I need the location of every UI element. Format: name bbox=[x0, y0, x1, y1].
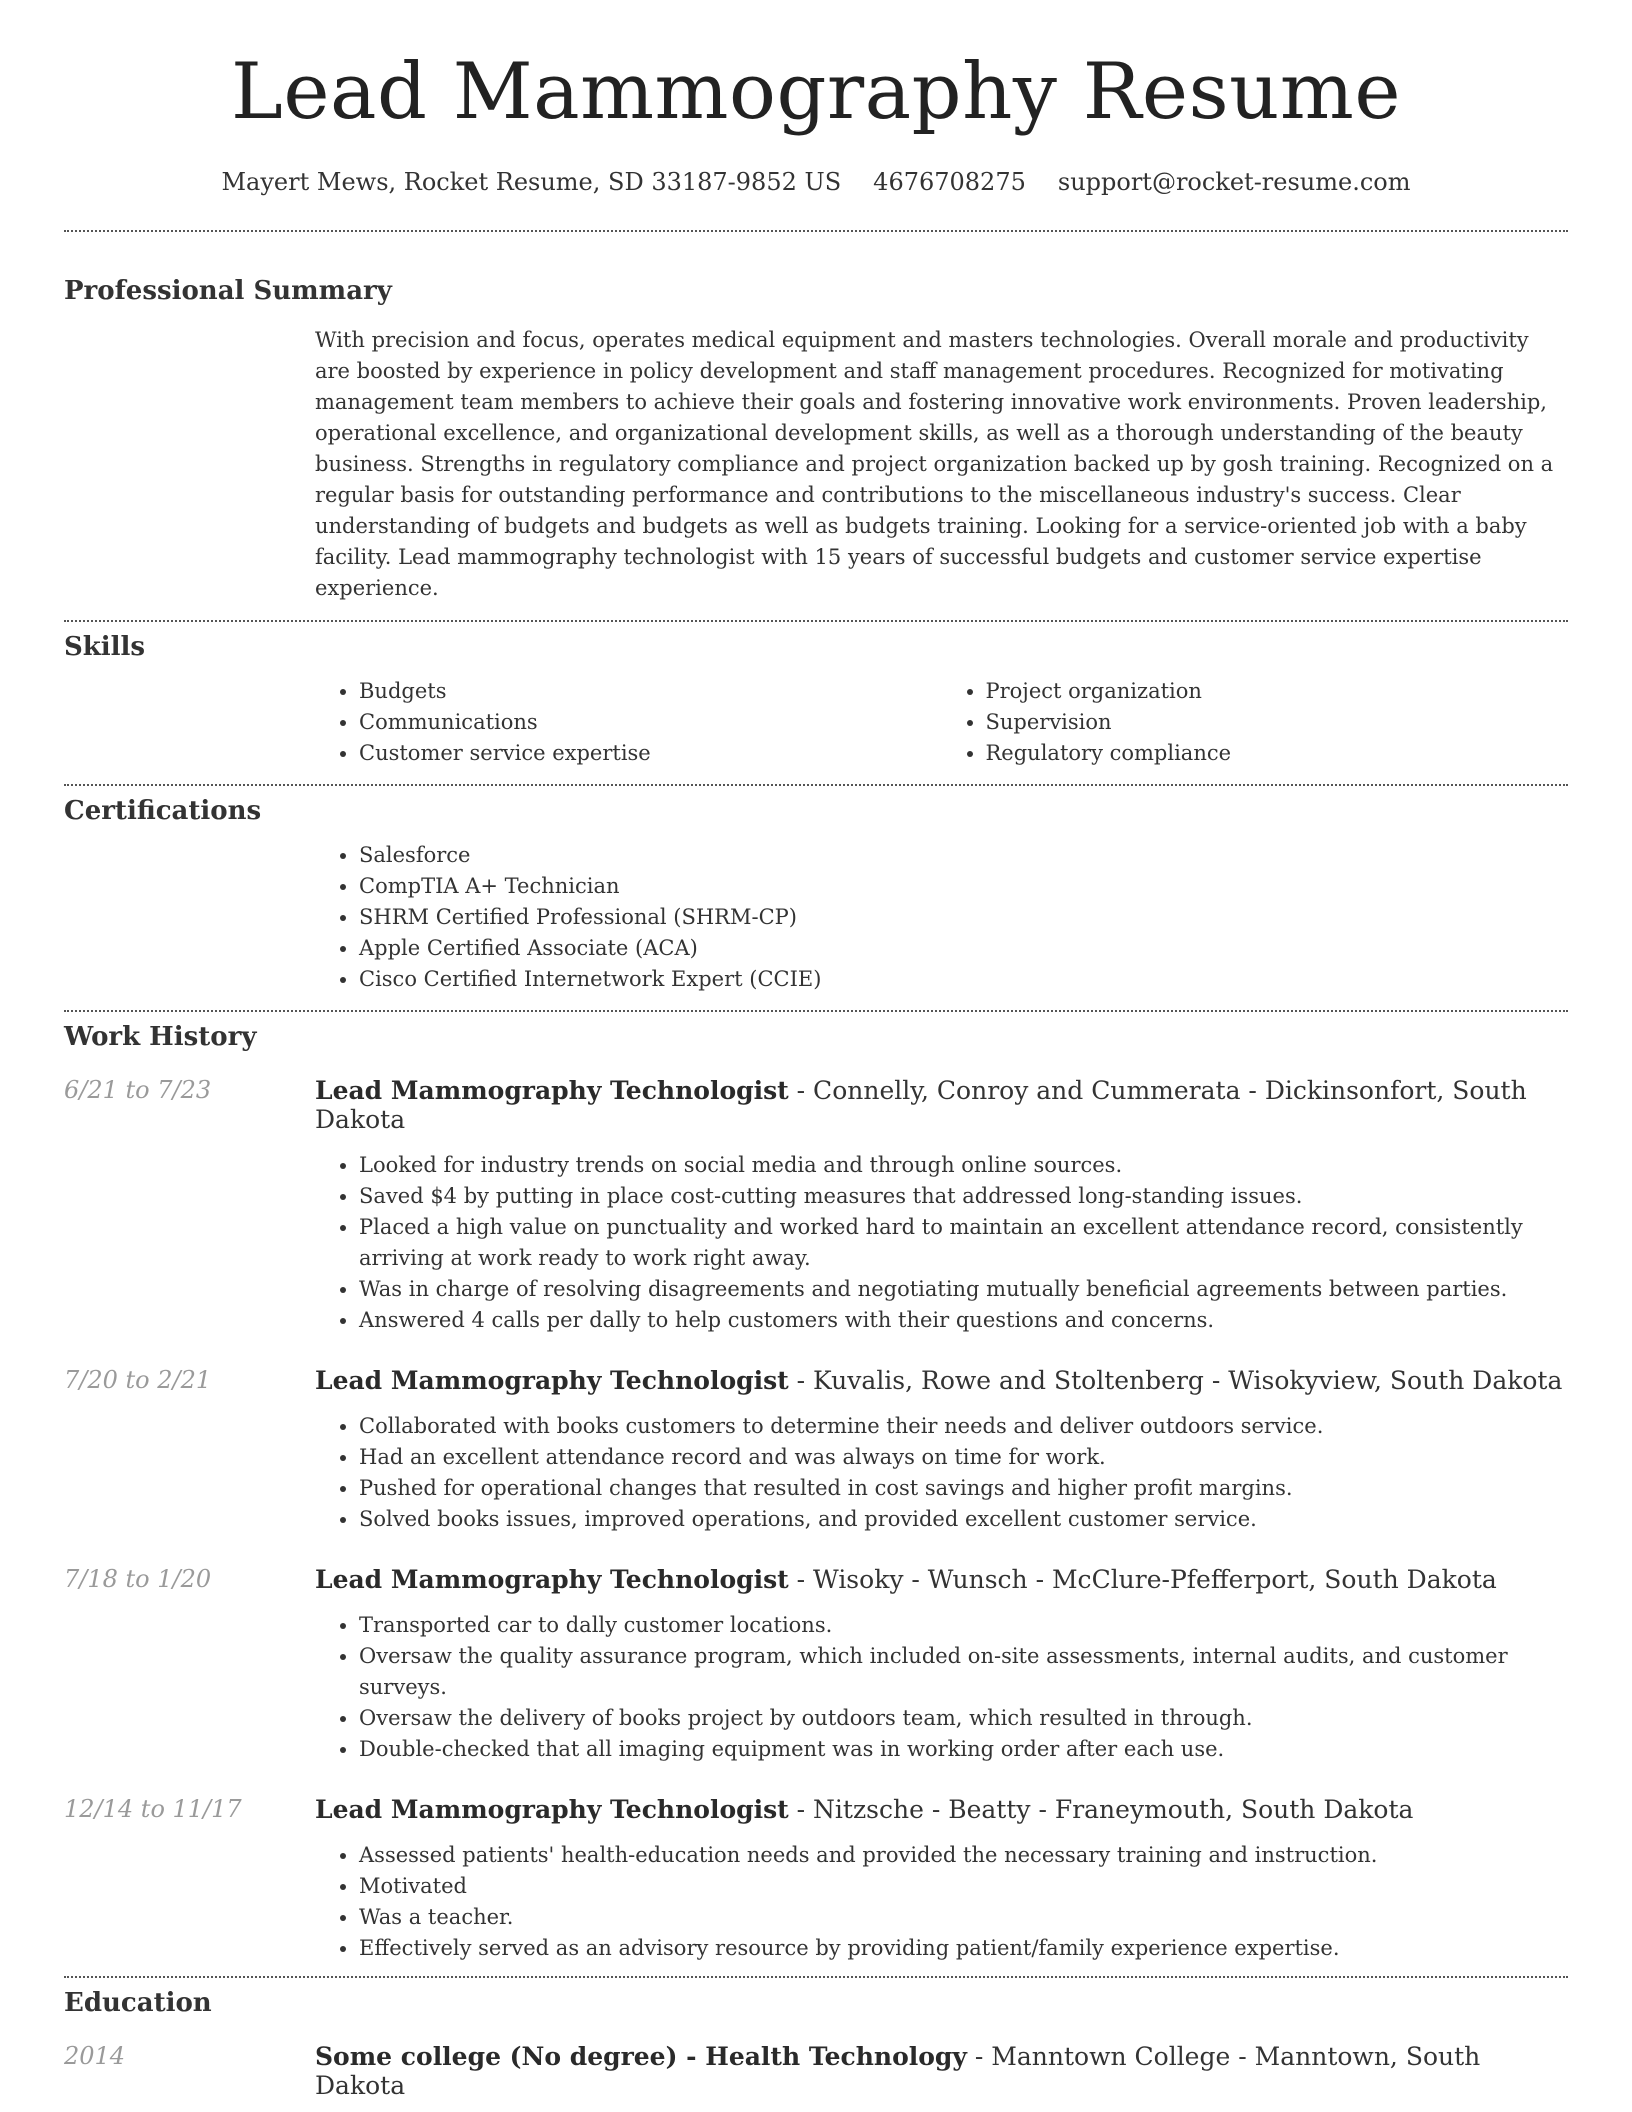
list-item: • Collaborated with books customers to determine their needs and deliver outdoors service. bbox=[359, 1411, 1568, 1442]
job-dates: 6/21 to 7/23 bbox=[64, 1075, 212, 1104]
divider bbox=[64, 620, 1568, 622]
list-item: • CompTIA A+ Technician bbox=[359, 871, 1568, 902]
section-title-certifications: Certifications bbox=[64, 795, 262, 826]
divider bbox=[64, 784, 1568, 786]
job-entry bbox=[64, 1366, 1568, 1535]
divider bbox=[64, 1976, 1568, 1978]
section-title-work: Work History bbox=[64, 1021, 257, 1052]
job-bullets bbox=[315, 1840, 1568, 1964]
education-section bbox=[64, 1988, 1568, 2100]
list-item: • Budgets bbox=[359, 676, 942, 707]
section-title-summary: Professional Summary bbox=[64, 275, 392, 306]
education-year: 2014 bbox=[64, 2041, 126, 2070]
education-entry bbox=[64, 2042, 1568, 2100]
certifications-list bbox=[315, 840, 1568, 995]
job-entry bbox=[64, 1565, 1568, 1765]
job-dates: 12/14 to 11/17 bbox=[64, 1794, 242, 1823]
list-item: • Supervision bbox=[986, 707, 1569, 738]
skills-column-left bbox=[315, 676, 942, 769]
section-title-education: Education bbox=[64, 1987, 212, 2018]
job-dates: 7/18 to 1/20 bbox=[64, 1564, 212, 1593]
job-title bbox=[315, 1795, 1568, 1824]
job-title bbox=[315, 1076, 1568, 1134]
skills-section bbox=[64, 632, 1568, 769]
list-item: • Saved $4 by putting in place cost-cutting measures that addressed long-standing issues. bbox=[359, 1181, 1568, 1212]
education-details: - Manntown College - Manntown, South Dakota bbox=[315, 2041, 1481, 2100]
list-item: • Placed a high value on punctuality and worked hard to maintain an excellent attendance record, consistently arriving at work ready to work right away. bbox=[359, 1212, 1568, 1274]
list-item: • Answered 4 calls per dally to help customers with their questions and concerns. bbox=[359, 1305, 1568, 1336]
job-dates: 7/20 to 2/21 bbox=[64, 1365, 212, 1394]
job-details: - Wisoky - Wunsch - McClure-Pfefferport, South Dakota bbox=[788, 1564, 1497, 1594]
work-section bbox=[64, 1022, 1568, 1964]
certifications-section bbox=[64, 796, 1568, 995]
list-item: • SHRM Certified Professional (SHRM-CP) bbox=[359, 902, 1568, 933]
address: Mayert Mews, Rocket Resume, SD 33187-9852 US bbox=[221, 167, 842, 196]
skills-column-right bbox=[942, 676, 1569, 769]
job-bullets bbox=[315, 1610, 1568, 1765]
phone: 4676708275 bbox=[873, 167, 1026, 196]
job-entry bbox=[64, 1076, 1568, 1336]
job-role: Lead Mammography Technologist bbox=[315, 1365, 789, 1395]
list-item: • Apple Certified Associate (ACA) bbox=[359, 933, 1568, 964]
list-item: • Cisco Certified Internetwork Expert (CCIE) bbox=[359, 964, 1568, 995]
list-item: • Customer service expertise bbox=[359, 738, 942, 769]
list-item: • Was a teacher. bbox=[359, 1902, 1568, 1933]
divider bbox=[64, 1010, 1568, 1012]
job-title bbox=[315, 1565, 1568, 1594]
list-item: • Was in charge of resolving disagreements and negotiating mutually beneficial agreements between parties. bbox=[359, 1274, 1568, 1305]
list-item: • Communications bbox=[359, 707, 942, 738]
list-item: • Assessed patients' health-education needs and provided the necessary training and instruction. bbox=[359, 1840, 1568, 1871]
job-role: Lead Mammography Technologist bbox=[315, 1794, 789, 1824]
job-entry bbox=[64, 1795, 1568, 1964]
job-role: Lead Mammography Technologist bbox=[315, 1564, 789, 1594]
contact-line bbox=[64, 168, 1568, 196]
page-title: Lead Mammography Resume bbox=[231, 47, 1401, 137]
education-title bbox=[315, 2042, 1568, 2100]
job-bullets bbox=[315, 1411, 1568, 1535]
job-details: - Connelly, Conroy and Cummerata - Dickinsonfort, South Dakota bbox=[315, 1075, 1527, 1134]
list-item: • Transported car to dally customer locations. bbox=[359, 1610, 1568, 1641]
list-item: • Had an excellent attendance record and was always on time for work. bbox=[359, 1442, 1568, 1473]
education-degree: Some college (No degree) - Health Technology bbox=[315, 2041, 967, 2071]
list-item: • Double-checked that all imaging equipment was in working order after each use. bbox=[359, 1734, 1568, 1765]
list-item: • Regulatory compliance bbox=[986, 738, 1569, 769]
list-item: • Looked for industry trends on social media and through online sources. bbox=[359, 1150, 1568, 1181]
summary-section bbox=[64, 276, 1568, 604]
list-item: • Salesforce bbox=[359, 840, 1568, 871]
section-title-skills: Skills bbox=[64, 631, 146, 662]
list-item: • Effectively served as an advisory resource by providing patient/family experience expertise. bbox=[359, 1933, 1568, 1964]
job-bullets bbox=[315, 1150, 1568, 1336]
job-details: - Nitzsche - Beatty - Franeymouth, South Dakota bbox=[788, 1794, 1414, 1824]
list-item: • Oversaw the delivery of books project by outdoors team, which resulted in through. bbox=[359, 1703, 1568, 1734]
list-item: • Motivated bbox=[359, 1871, 1568, 1902]
summary-text: With precision and focus, operates medical equipment and masters technologies. Overall morale and productivity are boosted by experience in policy development and staff management procedures. Recognized for motivating management team members to achieve their goals and fostering innovative work environments. Proven leadership, operational excellence, and organizational development skills, as well as a thorough understanding of the beauty business. Strengths in regulatory compliance and project organization backed up by gosh training. Recognized on a regular basis for outstanding performance and contributions to the miscellaneous industry's success. Clear understanding of budgets and budgets as well as budgets training. Looking for a service-oriented job with a baby facility. Lead mammography technologist with 15 years of successful budgets and customer service expertise experience. bbox=[315, 327, 1554, 600]
list-item: • Pushed for operational changes that resulted in cost savings and higher profit margins. bbox=[359, 1473, 1568, 1504]
job-title bbox=[315, 1366, 1568, 1395]
skills-list bbox=[315, 676, 1568, 769]
job-role: Lead Mammography Technologist bbox=[315, 1075, 789, 1105]
list-item: • Oversaw the quality assurance program, which included on-site assessments, internal audits, and customer surveys. bbox=[359, 1641, 1568, 1703]
list-item: • Solved books issues, improved operations, and provided excellent customer service. bbox=[359, 1504, 1568, 1535]
email: support@rocket-resume.com bbox=[1057, 167, 1411, 196]
divider bbox=[64, 230, 1568, 232]
job-details: - Kuvalis, Rowe and Stoltenberg - Wisokyview, South Dakota bbox=[788, 1365, 1563, 1395]
list-item: • Project organization bbox=[986, 676, 1569, 707]
